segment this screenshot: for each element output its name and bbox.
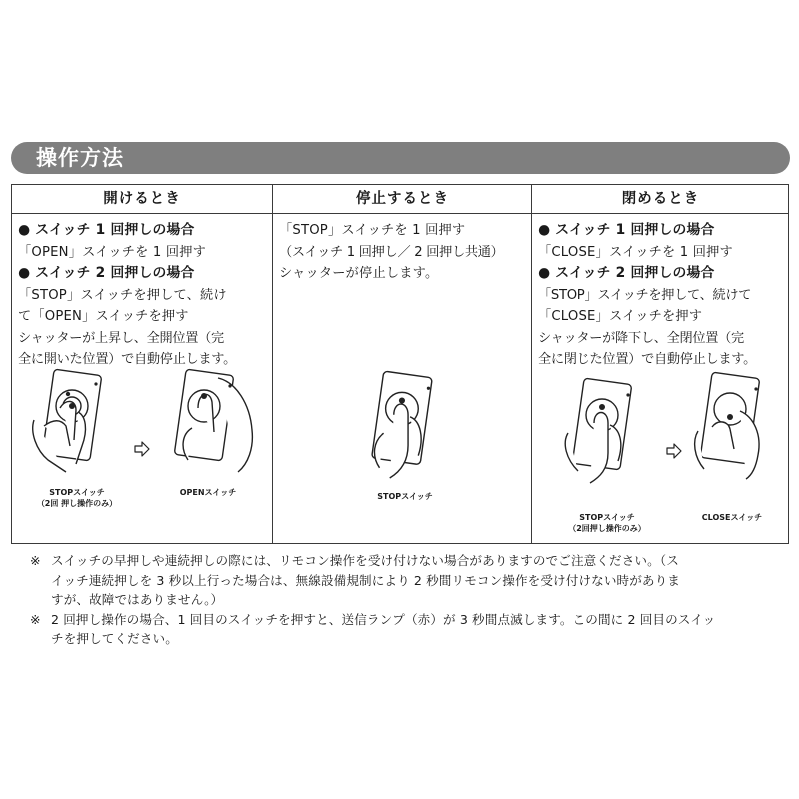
column-body xyxy=(12,214,272,371)
note-item xyxy=(30,551,790,610)
note-mark: ※ xyxy=(30,553,41,568)
instruction-line: 「STOP」スイッチを押して、続け xyxy=(18,287,227,303)
note-item xyxy=(30,610,790,649)
remote-hand-illustration xyxy=(682,369,784,481)
caption-line: （2回押し操作のみ） xyxy=(568,524,646,533)
arrow-right-icon xyxy=(666,443,682,459)
instruction-line: 「OPEN」スイッチを 1 回押す xyxy=(18,244,207,260)
column-close xyxy=(531,185,789,543)
header-title: 操作方法 xyxy=(36,146,124,170)
note-line: 2 回押し操作の場合、1 回目のスイッチを押すと、送信ランプ（赤）が 3 秒間点滅します。この間に 2 回目のスイッ xyxy=(51,611,716,627)
instruction-line: 「STOP」スイッチを押して、続けて xyxy=(538,287,752,303)
column-open xyxy=(12,185,272,543)
note-line: チを押してください。 xyxy=(51,631,178,646)
operation-table xyxy=(11,184,789,544)
instruction-line: シャッターが停止します。 xyxy=(279,266,439,281)
instruction-line: 「CLOSE」スイッチを押す xyxy=(538,309,703,324)
caption-line: （2回 押し操作のみ） xyxy=(36,499,118,508)
case-heading: ● スイッチ 2 回押しの場合 xyxy=(18,265,195,281)
instruction-line: シャッターが上昇し、全開位置（完 xyxy=(18,330,224,346)
caption-line: CLOSEスイッチ xyxy=(701,513,763,522)
note-line: イッチ連続押しを 3 秒以上行った場合は、無線設備規制により 2 秒間リモコン操作を受け付けない時がありま xyxy=(51,572,680,588)
note-line: スイッチの早押しや連続押しの際には、リモコン操作を受け付けない場合がありますのでご注意ください。（ス xyxy=(51,553,679,568)
case-heading: ● スイッチ 1 回押しの場合 xyxy=(538,222,715,238)
caption-line: STOPスイッチ xyxy=(377,492,433,501)
column-title: 開けるとき xyxy=(12,185,272,214)
case-heading: ● スイッチ 2 回押しの場合 xyxy=(538,265,715,281)
instruction-line: 全に開いた位置）で自動停止します。 xyxy=(18,352,237,367)
remote-hand-illustration xyxy=(158,368,260,476)
column-title: 閉めるとき xyxy=(532,185,789,214)
remote-hand-illustration xyxy=(353,369,457,481)
caption-line: STOPスイッチ xyxy=(579,513,635,522)
column-body xyxy=(273,214,532,285)
caption-line: OPENスイッチ xyxy=(179,488,237,497)
instruction-line: 全に閉じた位置）で自動停止します。 xyxy=(538,352,757,367)
notes xyxy=(30,551,790,649)
caption-line: STOPスイッチ xyxy=(49,488,105,497)
column-title: 停止するとき xyxy=(273,185,532,214)
note-line: すが、故障ではありません。） xyxy=(51,592,224,607)
arrow-right-icon xyxy=(134,441,150,457)
instruction-line: て「OPEN」スイッチを押す xyxy=(18,309,189,324)
remote-hand-illustration xyxy=(554,377,656,485)
column-stop xyxy=(272,185,532,543)
column-body xyxy=(532,214,789,371)
instruction-line: シャッターが降下し、全閉位置（完 xyxy=(538,330,744,346)
note-mark: ※ xyxy=(30,611,41,627)
header-bar xyxy=(11,142,790,174)
case-heading: ● スイッチ 1 回押しの場合 xyxy=(18,222,195,238)
instruction-line: （スイッチ 1 回押し／ 2 回押し共通） xyxy=(279,244,504,260)
instruction-line: 「STOP」スイッチを 1 回押す xyxy=(279,223,466,238)
instruction-line: 「CLOSE」スイッチを 1 回押す xyxy=(538,244,733,260)
remote-hand-illustration xyxy=(26,368,128,476)
